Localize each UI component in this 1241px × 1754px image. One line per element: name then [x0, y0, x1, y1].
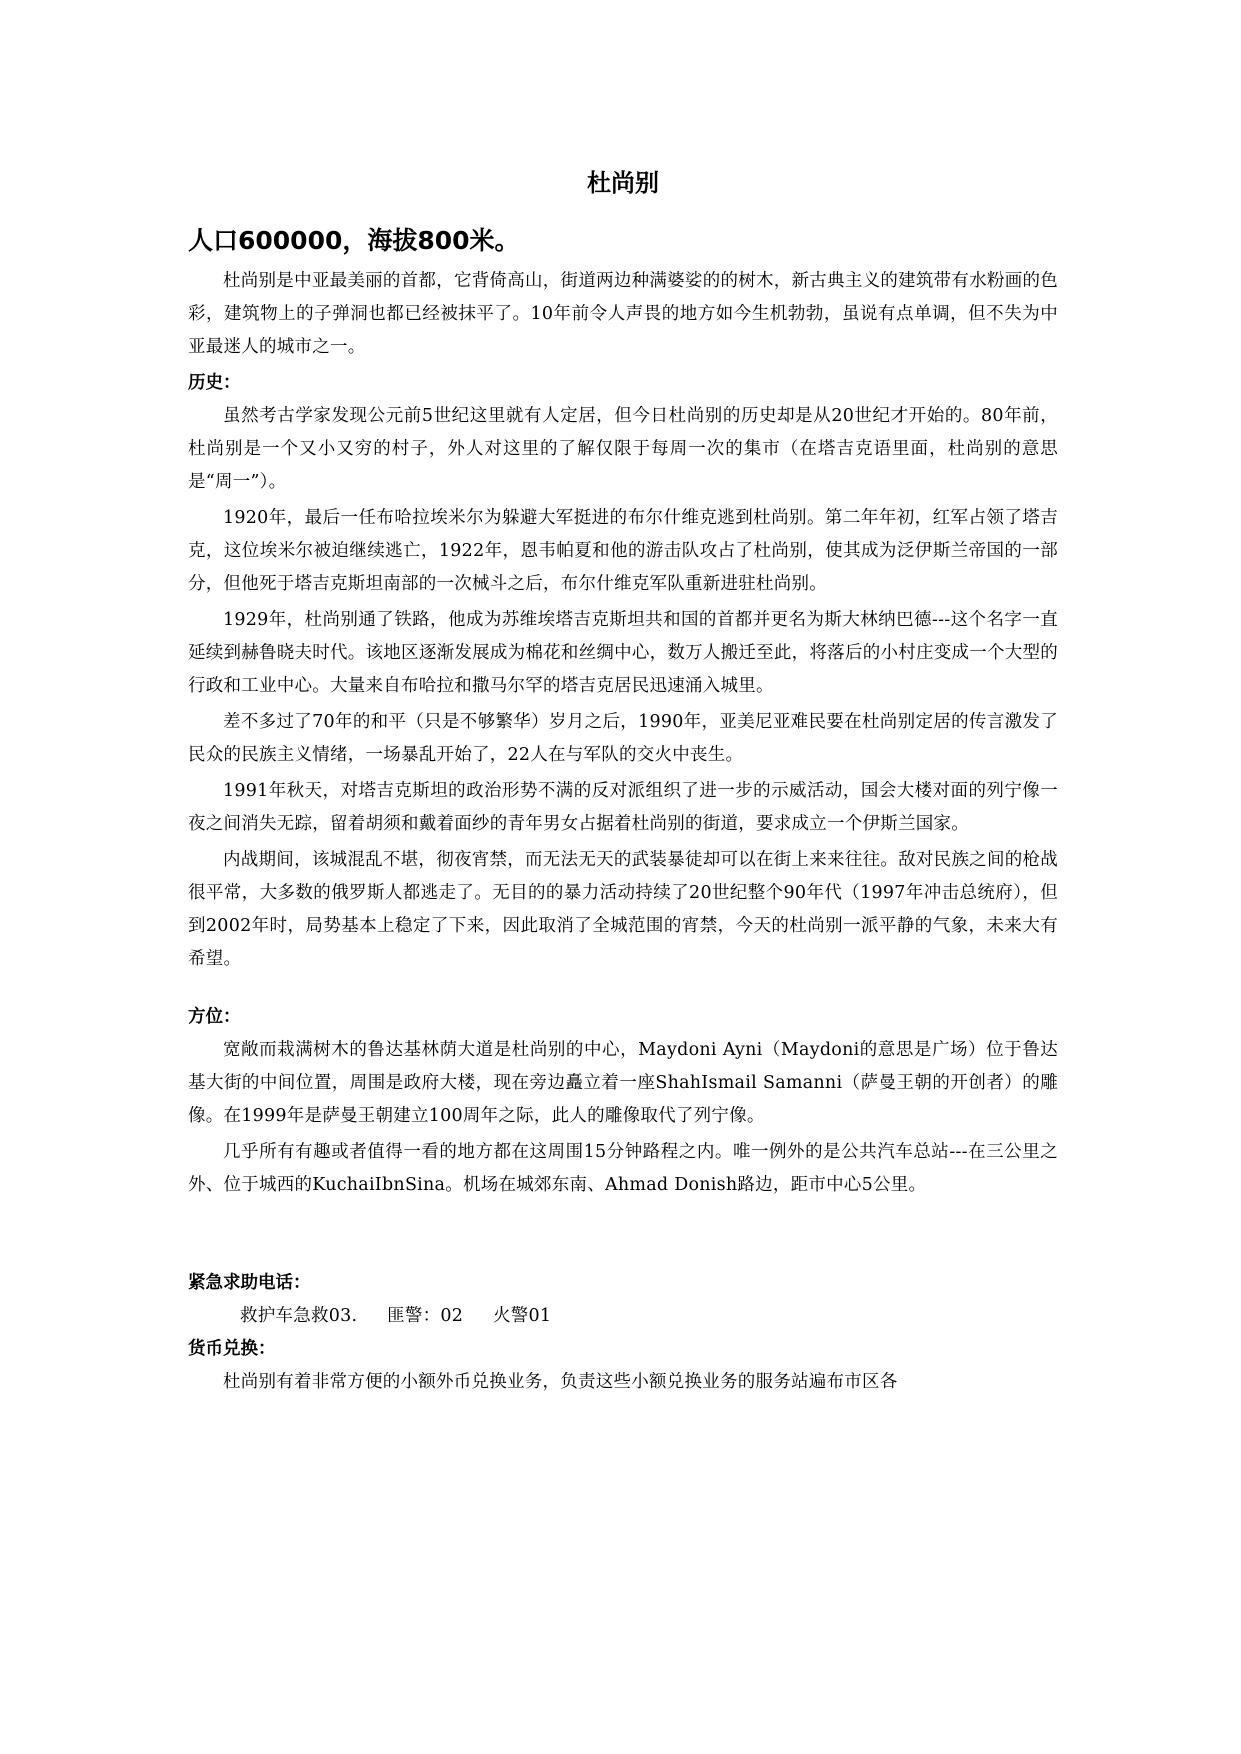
history-heading: 历史：	[188, 373, 241, 393]
city-facts-subtitle: 人口600000，海拔800米。	[188, 226, 520, 255]
orientation-paragraph: 几乎所有有趣或者值得一看的地方都在这周围15分钟路程之内。唯一例外的是公共汽车总站---在三公里之外、位于城西的KuchaiIbnSina。机场在城郊东南、Ahmad Donish路边，距市中心5公里。	[188, 1142, 1058, 1195]
orientation-paragraph: 宽敞而栽满树木的鲁达基林荫大道是杜尚别的中心，Maydoni Ayni（Maydoni的意思是广场）位于鲁达基大街的中间位置，周围是政府大楼，现在旁边矗立着一座ShahIsmail Samanni（萨曼王朝的开创者）的雕像。在1999年是萨曼王朝建立100周年之际，此人的雕像取代了列宁像。	[188, 1040, 1058, 1126]
police-number: 匪警：02	[387, 1306, 464, 1326]
currency-paragraph: 杜尚别有着非常方便的小额外币兑换业务，负责这些小额兑换业务的服务站遍布市区各	[223, 1372, 898, 1392]
history-paragraph: 差不多过了70年的和平（只是不够繁华）岁月之后，1990年，亚美尼亚难民要在杜尚别定居的传言激发了民众的民族主义情绪，一场暴乱开始了，22人在与军队的交火中丧生。	[188, 712, 1058, 765]
history-paragraph: 1991年秋天，对塔吉克斯坦的政治形势不满的反对派组织了进一步的示威活动，国会大楼对面的列宁像一夜之间消失无踪，留着胡须和戴着面纱的青年男女占据着杜尚别的街道，要求成立一个伊斯兰国家。	[188, 781, 1058, 834]
ambulance-number: 救护车急救03.	[240, 1306, 358, 1326]
history-paragraph: 1920年，最后一任布哈拉埃米尔为躲避大军挺进的布尔什维克逃到杜尚别。第二年年初，红军占领了塔吉克，这位埃米尔被迫继续逃亡，1922年，恩韦帕夏和他的游击队攻占了杜尚别，使其成为泛伊斯兰帝国的一部分，但他死于塔吉克斯坦南部的一次械斗之后，布尔什维克军队重新进驻杜尚别。	[188, 508, 1058, 594]
document-body	[188, 163, 1058, 1402]
intro-paragraph: 杜尚别是中亚最美丽的首都，它背倚高山，街道两边种满婆娑的的树木，新古典主义的建筑带有水粉画的色彩，建筑物上的子弹洞也都已经被抹平了。10年前令人声畏的地方如今生机勃勃，虽说有点单调，但不失为中亚最迷人的城市之一。	[188, 271, 1058, 357]
history-paragraph: 内战期间，该城混乱不堪，彻夜宵禁，而无法无天的武装暴徒却可以在街上来来往往。敌对民族之间的枪战很平常，大多数的俄罗斯人都逃走了。无目的的暴力活动持续了20世纪整个90年代（1997年冲击总统府），但到2002年时，局势基本上稳定了下来，因此取消了全城范围的宵禁，今天的杜尚别一派平静的气象，未来大有希望。	[188, 850, 1058, 969]
emergency-numbers	[188, 1300, 1058, 1333]
history-paragraph: 1929年，杜尚别通了铁路，他成为苏维埃塔吉克斯坦共和国的首都并更名为斯大林纳巴德---这个名字一直延续到赫鲁晓夫时代。该地区逐渐发展成为棉花和丝绸中心，数万人搬迁至此，将落后的小村庄变成一个大型的行政和工业中心。大量来自布哈拉和撒马尔罕的塔吉克居民迅速涌入城里。	[188, 610, 1058, 696]
page-title: 杜尚别	[587, 169, 659, 197]
emergency-heading: 紧急求助电话：	[188, 1273, 311, 1293]
currency-heading: 货币兑换：	[188, 1339, 276, 1359]
history-paragraph: 虽然考古学家发现公元前5世纪这里就有人定居，但今日杜尚别的历史却是从20世纪才开始的。80年前，杜尚别是一个又小又穷的村子，外人对这里的了解仅限于每周一次的集市（在塔吉克语里面，杜尚别的意思是“周一”）。	[188, 406, 1058, 492]
section-spacer	[188, 1205, 1058, 1267]
section-spacer	[188, 979, 1058, 1001]
fire-number: 火警01	[493, 1306, 552, 1326]
orientation-heading: 方位：	[188, 1007, 241, 1027]
